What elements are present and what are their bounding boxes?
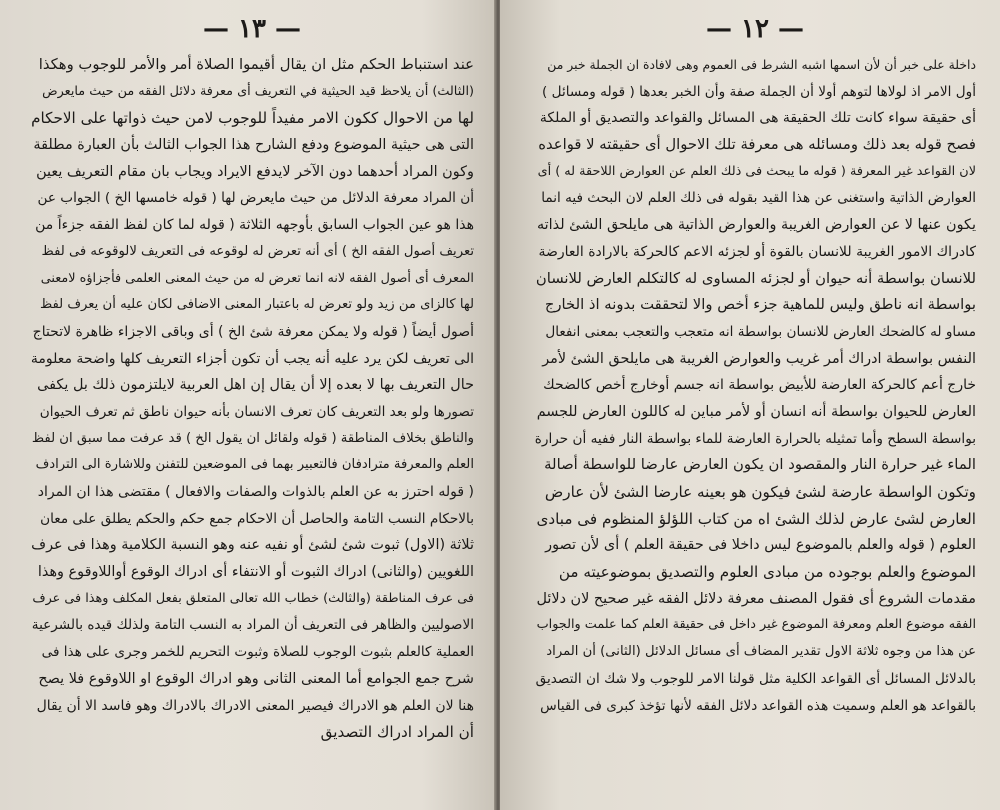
text-line: حال التعريف بها لا بعده إلا أن يقال إن اهل العربية لايلتزمون ذلك بل يكفى — [37, 377, 474, 394]
text-line: أصول أيضاً ( قوله ولا يمكن معرفة شئ الخ ) أى وباقى الاجزاء ظاهرة لاتحتاج — [32, 323, 474, 340]
text-line: خارج أعم كالحركة العارضة للأبيض بواسطة انه جسم أوخارج أخص كالضحك — [543, 377, 976, 394]
text-line: العارض لشئ عارض لذلك الشئ اه من كتاب اللؤلؤ المنظوم فى مبادى — [536, 509, 976, 528]
text-line: لان القواعد غير المعرفة ( قوله ما يبحث فى ذلك العلم عن العوارض اللاحقة له ) أى — [537, 163, 976, 179]
text-line: يكون عنها لا عن العوارض الغريبة والعوارض الذاتية هى مايلحق الشئ لذاته — [536, 217, 976, 234]
right-page-text — [534, 52, 976, 719]
text-line: الى تعريف لكن يرد عليه أنه يجب أن تكون أجزاء التعريف كلها واضحة معلومة — [30, 350, 474, 367]
text-line: الاصوليين والظاهر فى التعريف أن المراد به النسب التامة ولذلك قيده بالشرعية — [31, 617, 474, 634]
text-line: بواسطة السطح وأما تمثيله بالحرارة العارضة للماء بواسطة النار ففيه أن حرارة — [534, 430, 976, 447]
text-line: العملية كالعلم بثبوت الوجوب للصلاة وثبوت التحريم للخمر وجرى على هذا فى — [41, 644, 474, 661]
text-line: فى عرف المناطقة (والثالث) خطاب الله تعالى المتعلق بفعل المكلف وهذا فى عرف — [32, 590, 474, 606]
text-line: فصح قوله بعد ذلك ومسائله هى معرفة تلك الاحوال أى حقيقته لا قواعده — [538, 136, 976, 154]
text-line: النفس بواسطة ادراك أمر غريب والعوارض الغريبة هى مايلحق الشئ لأمر — [542, 350, 976, 367]
text-line: التى هى حيثية الموضوع ودفع الشارح هذا الجواب الثالث بأن العبارة مطلقة — [33, 137, 474, 154]
text-line: أن المراد ادراك التصديق — [320, 723, 474, 742]
text-line: العلوم ( قوله والعلم بالموضوع ليس داخلا فى حقيقة العلم ) أى لأن تصور — [545, 537, 976, 554]
text-line: مساو له كالضحك العارض للانسان بواسطة انه متعجب والتعجب بمعنى انفعال — [545, 323, 976, 340]
text-line: الماء غير حرارة النار والمقصود ان يكون العارض عارضا للواسطة أصالة — [544, 456, 976, 474]
text-line: أول الامر اذ لولاها لتوهم أولا أن الجملة صفة وأن الخبر بعدها ( قوله ومسائل ) — [542, 83, 976, 100]
text-line: تعريف أصول الفقه الخ ) أى أنه تعرض له لوقوعه فى التعريف لالوقوعه فى لفظ — [41, 243, 474, 259]
text-line: لها من الاحوال ككون الامر مفيداً للوجوب لامن حيث ذواتها على الاحكام — [31, 109, 474, 128]
text-line: العارض للحيوان بواسطة أنه انسان أو لأمر مباين له كاللون العارض للجسم — [536, 403, 976, 420]
text-line: بالدلائل المسائل أى القواعد الكلية مثل قولنا الامر للوجوب ولا شك ان التصديق — [535, 670, 976, 687]
text-line: وكون المراد أحدهما دون الآخر لايدفع الايراد ويجاب بان مقام التعريف يعين — [36, 163, 474, 180]
left-page-text — [30, 52, 474, 746]
text-line: أن المراد معرفة الدلائل من حيث مايعرض لها ( قوله خامسها الخ ) الجواب عن — [37, 190, 474, 207]
text-line: هنا لان العلم هو الادراك فيصير المعنى الادراك بالادراك وهو فاسد الا أن يقال — [36, 697, 474, 714]
text-line: كادراك الامور الغريبة للانسان بالقوة أو لجزئه الاعم كالحركة بالارادة العارضة — [538, 243, 976, 260]
text-line: عن هذا من وجوه ثلاثة الاول تقدير المضاف أى مسائل الدلائل (الثانى) أن المراد — [546, 644, 976, 660]
text-line: تصورها ولو بعد التعريف كان تعرف الانسان بأنه حيوان ناطق ثم تعرف الحيوان — [39, 403, 474, 420]
text-line: الفقه موضوع العلم ومعرفة الموضوع غير داخل فى حقيقة العلم كما علمت والجواب — [536, 617, 976, 633]
text-line: مقدمات الشروع أى فقول المصنف معرفة دلائل الفقه غير صحيح لان دلائل — [536, 590, 976, 607]
text-line: بالاحكام النسب التامة والحاصل أن الاحكام جمع حكم والحكم يطلق على معان — [40, 510, 474, 527]
right-page — [500, 0, 1000, 810]
text-line: (الثالث) أن يلاحظ قيد الحيثية في التعريف أى معرفة دلائل الفقه من حيث مايعرض — [42, 83, 474, 99]
text-line: وتكون الواسطة عارضة لشئ فيكون هو بعينه عارضا الشئ لأن عارض — [544, 483, 976, 501]
text-line: لها كالزاى من زيد ولو تعرض له باعتبار المعنى الاضافى لكان عليه أن يعرف لفظ — [39, 297, 474, 313]
page-number: — ١٣ — — [202, 14, 302, 44]
text-line: والناطق بخلاف المناطقة ( قوله ولقائل ان يقول الخ ) قد عرفت مما سبق ان لفظ — [31, 430, 474, 446]
text-line: للانسان بواسطة أنه حيوان أو لجزئه المساوى له كالتكلم العارض للانسان — [535, 269, 976, 287]
text-line: العوارض الذاتية واستغنى عن هذا القيد بقوله فى ذلك العلم لان البحث فيه انما — [541, 190, 976, 207]
text-line: ثلاثة (الاول) ثبوت شئ لشئ أو نفيه عنه وهو النسبة الكلامية وهذا فى عرف — [31, 537, 474, 554]
text-line: الموضوع والعلم بوجوده من مبادى العلوم والتصديق بموضوعيته من — [558, 563, 976, 582]
text-line: بواسطة انه ناطق وليس للماهية جزء أخص والا لتحققت بدونه اذ الخارج — [544, 296, 976, 314]
text-line: المعرف أى أصول الفقه لانه انما تعرض له من حيث المعنى العلمى فأجزاؤه لامعنى — [40, 270, 474, 286]
text-line: أى حقيقة سواء كانت تلك الحقيقة هى المسائل والقواعد والتصديق أو الملكة — [539, 110, 976, 127]
text-line: بالقواعد هو العلم وسميت هذه القواعد دلائل الفقه لأنها تؤخذ كبرى فى القياس — [540, 697, 976, 714]
left-page — [0, 0, 496, 810]
text-line: عند استنباط الحكم مثل ان يقال أقيموا الصلاة أمر والأمر للوجوب وهكذا — [38, 56, 474, 73]
text-line: ( قوله احترز به عن العلم بالذوات والصفات والافعال ) مقتضى هذا ان المراد — [37, 484, 474, 500]
text-line: داخلة على خبر أن لأن اسمها اشبه الشرط فى العموم وهى لافادة ان الجملة خبر من — [547, 57, 976, 72]
text-line: اللغويين (والثانى) ادراك الثبوت أو الانتفاء أى ادراك الوقوع أواللاوقوع وهذا — [37, 564, 474, 581]
page-number: — ١٢ — — [705, 14, 805, 44]
text-line: العلم والمعرفة مترادفان فالتعبير بهما فى الموضعين للتفنن وللاشارة الى الترادف — [35, 457, 474, 473]
text-line: هذا هو عين الجواب السابق بأوجهه الثلاثة ( قوله لما كان لفظ الفقه جزءاً من — [35, 217, 474, 234]
text-line: شرح جمع الجوامع أما المعنى الثانى وهو ادراك الوقوع او اللاوقوع فلا يصح — [38, 670, 474, 687]
